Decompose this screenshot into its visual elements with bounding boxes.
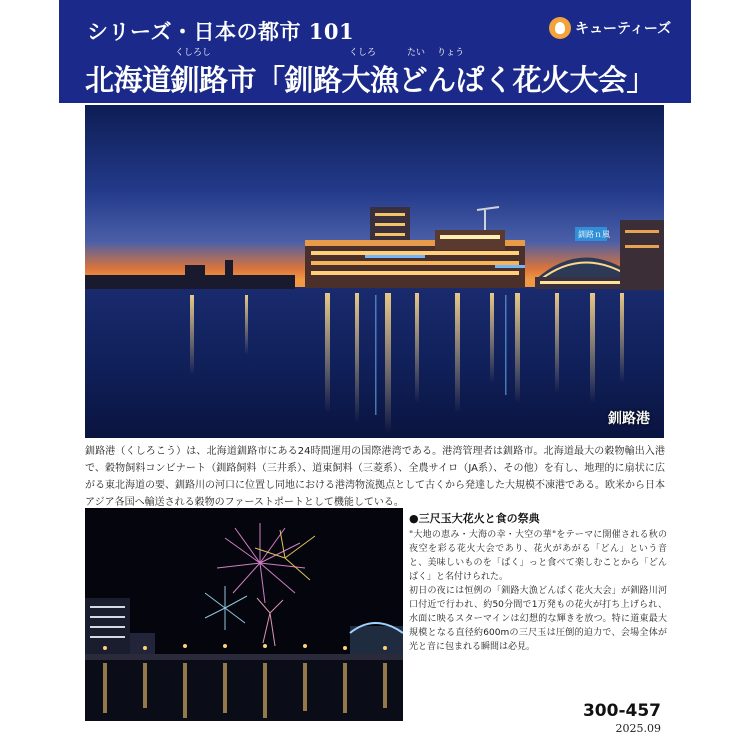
brand-logo — [549, 17, 671, 39]
kushiro-port-illustration — [85, 105, 664, 438]
festival-paragraph-1: "大地の恵み・大海の幸・大空の華"をテーマに開催される秋の夜空を彩る花火大会であり、花火があがる「どん」という音と、美味しいものを「ぱく」っと食べて楽しむことから「どんぱく」と名付けられた。 — [409, 530, 667, 582]
photo-caption: 釧路港 — [608, 411, 650, 427]
ruby-tai: たい — [407, 48, 426, 58]
brand-logo-icon — [549, 17, 571, 39]
header-band — [59, 0, 691, 103]
ruby-kushiro: くしろ — [349, 48, 377, 58]
series-title: シリーズ・日本の都市 101 — [87, 19, 355, 44]
fireworks-photo — [85, 508, 403, 721]
festival-section — [409, 510, 667, 654]
product-code: 300-457 — [582, 701, 661, 721]
port-description: 釧路港（くしろこう）は、北海道釧路市にある24時間運用の国際港湾である。港湾管理者は釧路市。北海道最大の穀物輸出入港で、穀物飼料コンビナート（釧路飼料（三井系）、道東飼料（三菱系）、全農サイロ（JA系）、その他）を有し、地理的に扇状に広がる東北海道の要、釧路川の河口に位置し同地における港湾物流拠点として古くから発達した大規模不凍港である。欧米から日本アジア各国へ輸送される穀物のファーストポートとして機能している。 — [85, 446, 665, 508]
brand-logo-text: キューティーズ — [575, 21, 672, 37]
ruby-kushiroshi: くしろし — [175, 48, 212, 58]
kushiro-port-photo — [85, 105, 664, 438]
issue-date: 2025.09 — [615, 722, 661, 735]
ruby-ryou: りょう — [437, 48, 465, 58]
festival-paragraph-2: 初日の夜には恒例の「釧路大漁どんぱく花火大会」が釧路川河口付近で行われ、約50分間で1万発もの花火が打ち上げられ、水面に映るスターマインは幻想的な輝きを放つ。特に道東最大規模となる直径約600mの三尺玉は圧倒的迫力で、会場全体が光と音に包まれる瞬間は必見。 — [409, 586, 667, 652]
page-title: 北海道釧路市「釧路大漁どんぱく花火大会」 — [85, 63, 656, 97]
festival-body — [409, 528, 667, 654]
sign-text: 釧路ｎ風 — [578, 230, 610, 239]
festival-heading: ●三尺玉大花火と食の祭典 — [409, 512, 540, 525]
fireworks-illustration — [85, 508, 403, 721]
